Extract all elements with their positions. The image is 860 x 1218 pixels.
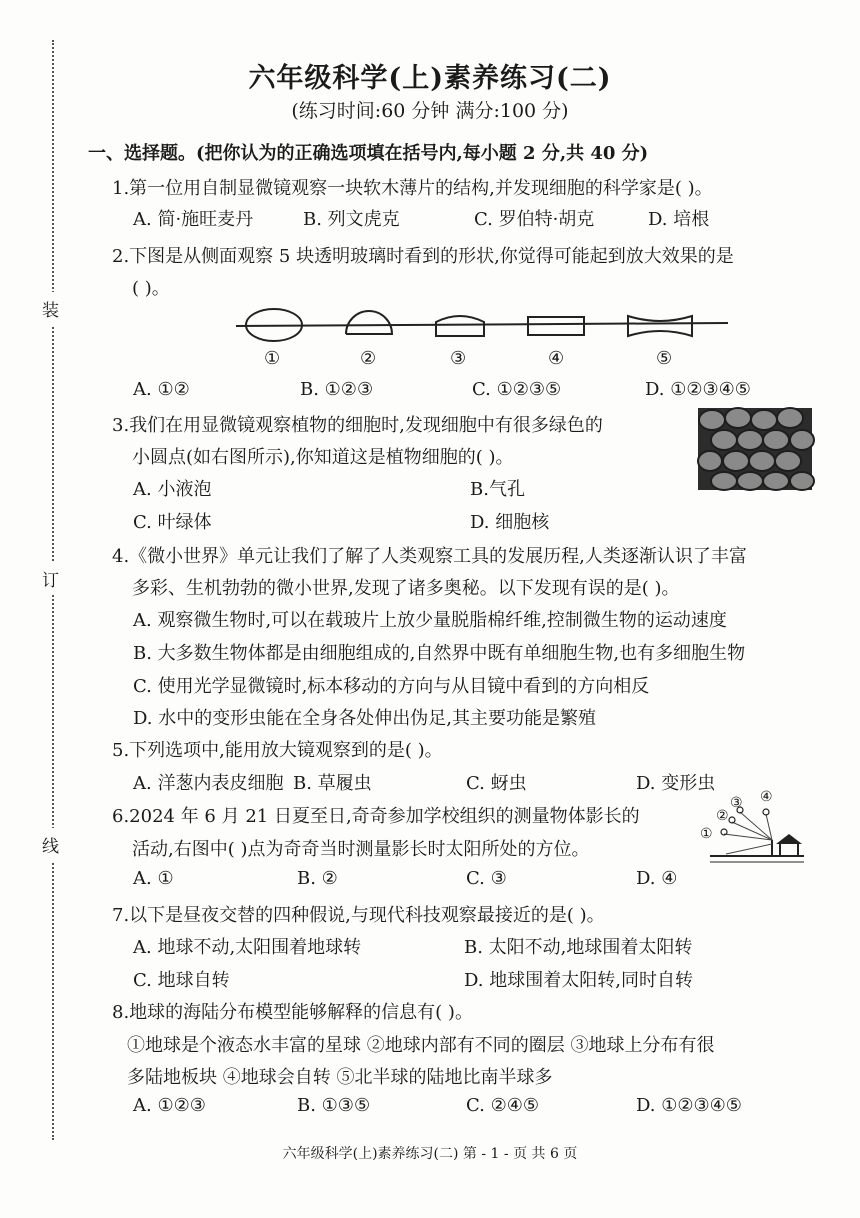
q3-option-a: A. 小液泡 <box>133 479 212 500</box>
page-footer: 六年级科学(上)素养练习(二) 第 - 1 - 页 共 6 页 <box>282 1146 578 1162</box>
glass-label-4: ④ <box>548 348 565 369</box>
q6-stem-line2: 活动,右图中( )点为奇奇当时测量影长时太阳所处的方位。 <box>132 839 590 860</box>
q2-option-d: D. ①②③④⑤ <box>645 379 751 400</box>
q6-option-b: B. ② <box>297 868 338 889</box>
q8-stem: 8.地球的海陆分布模型能够解释的信息有( )。 <box>112 1002 473 1023</box>
q7-option-b: B. 太阳不动,地球围着太阳转 <box>464 937 693 958</box>
q8-option-c: C. ②④⑤ <box>466 1095 539 1116</box>
plant-cell-micrograph <box>698 408 812 490</box>
sun-label-1: ① <box>700 826 713 842</box>
q5-option-b: B. 草履虫 <box>293 773 372 794</box>
binding-char-ding: 订 <box>42 562 59 595</box>
q4-stem-line1: 4.《微小世界》单元让我们了解了人类观察工具的发展历程,人类逐渐认识了丰富 <box>112 546 747 567</box>
q2-stem-line1: 2.下图是从侧面观察 5 块透明玻璃时看到的形状,你觉得可能起到放大效果的是 <box>112 246 734 267</box>
q6-option-d: D. ④ <box>636 868 678 889</box>
q3-option-d: D. 细胞核 <box>470 512 550 533</box>
binding-char-zhuang: 装 <box>42 292 59 325</box>
q5-option-d: D. 变形虫 <box>636 773 716 794</box>
sun-label-2: ② <box>716 808 729 824</box>
q2-stem-line2: ( )。 <box>132 278 170 299</box>
glass-pieces-figure <box>0 0 860 380</box>
section-heading: 一、选择题。(把你认为的正确选项填在括号内,每小题 2 分,共 40 分) <box>88 143 649 164</box>
q3-stem-line2: 小圆点(如右图所示),你知道这是植物细胞的( )。 <box>132 447 514 468</box>
q3-stem-line1: 3.我们在用显微镜观察植物的细胞时,发现细胞中有很多绿色的 <box>112 415 603 436</box>
q4-option-c: C. 使用光学显微镜时,标本移动的方向与从目镜中看到的方向相反 <box>133 676 650 697</box>
q4-option-a: A. 观察微生物时,可以在载玻片上放少量脱脂棉纤维,控制微生物的运动速度 <box>133 610 727 631</box>
glass-label-2: ② <box>360 348 377 369</box>
page-title: 六年级科学(上)素养练习(二) <box>248 63 612 94</box>
q7-option-d: D. 地球围着太阳转,同时自转 <box>464 970 693 991</box>
q8-statements-line2: 多陆地板块 ④地球会自转 ⑤北半球的陆地比南半球多 <box>127 1067 553 1088</box>
glass-label-5: ⑤ <box>656 348 673 369</box>
q5-option-a: A. 洋葱内表皮细胞 <box>133 773 284 794</box>
q1-option-c: C. 罗伯特·胡克 <box>474 209 595 230</box>
sun-label-4: ④ <box>760 789 773 805</box>
q4-stem-line2: 多彩、生机勃勃的微小世界,发现了诸多奥秘。以下发现有误的是( )。 <box>132 578 680 599</box>
q1-option-a: A. 简·施旺麦丹 <box>133 209 254 230</box>
sun-label-3: ③ <box>730 795 743 811</box>
binding-char-xian: 线 <box>42 828 59 861</box>
q8-option-a: A. ①②③ <box>133 1095 206 1116</box>
q5-stem: 5.下列选项中,能用放大镜观察到的是( )。 <box>112 740 443 761</box>
q6-option-c: C. ③ <box>466 868 507 889</box>
q4-option-b: B. 大多数生物体都是由细胞组成的,自然界中既有单细胞生物,也有多细胞生物 <box>133 643 746 664</box>
q7-option-a: A. 地球不动,太阳围着地球转 <box>133 937 362 958</box>
q2-option-b: B. ①②③ <box>300 379 374 400</box>
glass-label-1: ① <box>264 348 281 369</box>
q2-option-a: A. ①② <box>133 379 190 400</box>
q1-stem: 1.第一位用自制显微镜观察一块软木薄片的结构,并发现细胞的科学家是( )。 <box>112 178 713 199</box>
page-subtitle: (练习时间:60 分钟 满分:100 分) <box>291 100 569 122</box>
q3-option-b: B.气孔 <box>470 479 525 500</box>
q7-stem: 7.以下是昼夜交替的四种假说,与现代科技观察最接近的是( )。 <box>112 905 605 926</box>
q1-option-b: B. 列文虎克 <box>303 209 400 230</box>
q3-option-c: C. 叶绿体 <box>133 512 212 533</box>
sun-position-figure <box>696 786 808 880</box>
q8-statements-line1: ①地球是个液态水丰富的星球 ②地球内部有不同的圈层 ③地球上分布有很 <box>127 1035 715 1056</box>
q1-option-d: D. 培根 <box>648 209 710 230</box>
q6-option-a: A. ① <box>133 868 174 889</box>
q7-option-c: C. 地球自转 <box>133 970 230 991</box>
q4-option-d: D. 水中的变形虫能在全身各处伸出伪足,其主要功能是繁殖 <box>133 708 596 729</box>
q2-option-c: C. ①②③⑤ <box>472 379 562 400</box>
q8-option-d: D. ①②③④⑤ <box>636 1095 742 1116</box>
q6-stem-line1: 6.2024 年 6 月 21 日夏至日,奇奇参加学校组织的测量物体影长的 <box>112 806 640 827</box>
q5-option-c: C. 蚜虫 <box>466 773 527 794</box>
q8-option-b: B. ①③⑤ <box>297 1095 371 1116</box>
glass-label-3: ③ <box>450 348 467 369</box>
